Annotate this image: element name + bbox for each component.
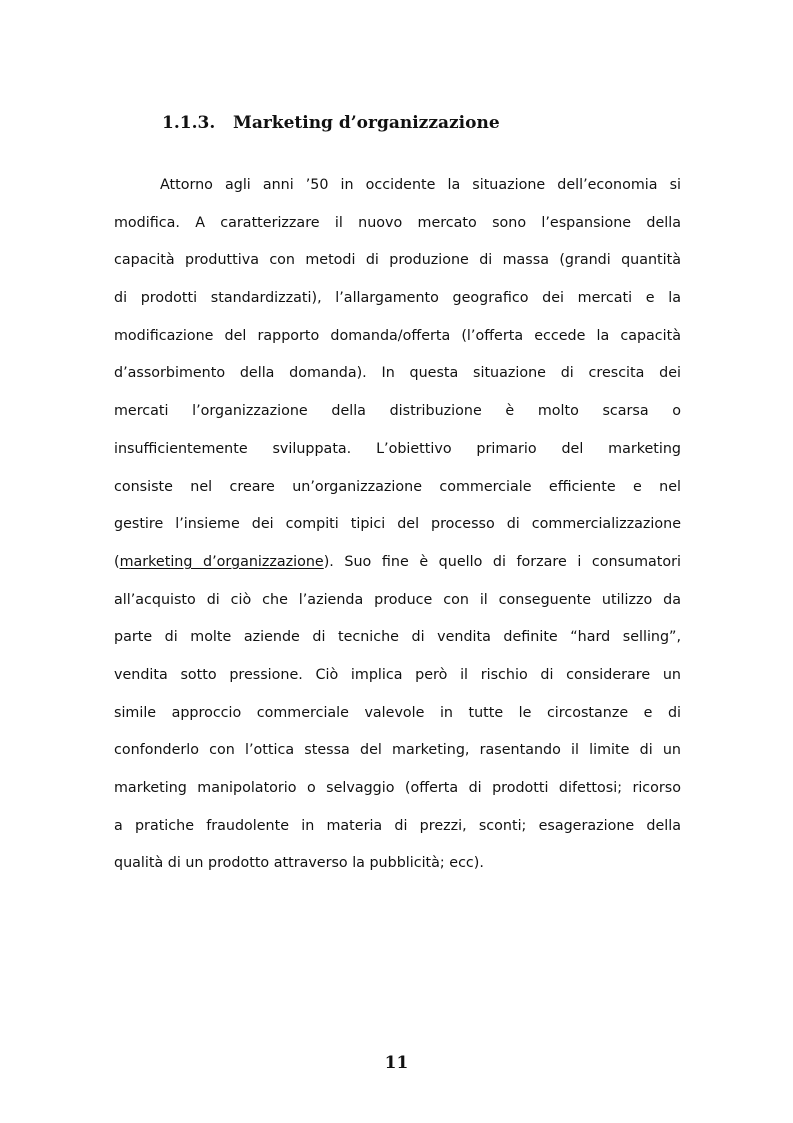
paragraph-line: qualità di un prodotto attraverso la pubblicità; ecc).: [114, 855, 484, 872]
paragraph-line: d’assorbimento della domanda). In questa situazione di crescita dei: [114, 365, 681, 382]
paragraph-line: marketing manipolatorio o selvaggio (offerta di prodotti difettosi; ricorso: [114, 780, 681, 796]
paragraph-line: insufficientemente sviluppata. L’obiettivo primario del marketing: [114, 440, 681, 457]
term-open-paren: (: [114, 553, 120, 570]
section-title: Marketing d’organizzazione: [233, 113, 500, 133]
paragraph-line: confonderlo con l’ottica stessa del marketing, rasentando il limite di un: [114, 742, 681, 759]
paragraph-line: consiste nel creare un’organizzazione commerciale efficiente e nel: [114, 478, 681, 495]
paragraph-line: mercati l’organizzazione della distribuzione è molto scarsa o: [114, 403, 681, 420]
section-number: 1.1.3.: [162, 113, 216, 133]
paragraph-line: a pratiche fraudolente in materia di prezzi, sconti; esagerazione della: [114, 817, 681, 834]
paragraph-line: capacità produttiva con metodi di produzione di massa (grandi quantità: [114, 252, 681, 269]
paragraph-line: di prodotti standardizzati), l’allargamento geografico dei mercati e la: [114, 290, 681, 307]
paragraph-line: vendita sotto pressione. Ciò implica però il rischio di considerare un: [114, 666, 681, 683]
underlined-term: marketing d’organizzazione: [119, 553, 324, 570]
paragraph-line: parte di molte aziende di tecniche di vendita definite “hard selling”,: [114, 629, 681, 646]
paragraph-line: all’acquisto di ciò che l’azienda produce con il conseguente utilizzo da: [114, 591, 681, 608]
paragraph-line: modifica. A caratterizzare il nuovo mercato sono l’espansione della: [114, 214, 681, 231]
paragraph-line-with-term: [114, 544, 681, 582]
body-paragraph: [114, 167, 681, 883]
section-heading: [162, 113, 500, 133]
term-line-rest: ). Suo fine è quello di forzare i consumatori: [323, 553, 681, 570]
page-number: 11: [384, 1053, 409, 1073]
paragraph-line: modificazione del rapporto domanda/offerta (l’offerta eccede la capacità: [114, 327, 681, 344]
paragraph-line: Attorno agli anni ’50 in occidente la situazione dell’economia si: [160, 177, 681, 193]
paragraph-line: gestire l’insieme dei compiti tipici del processo di commercializzazione: [114, 516, 681, 533]
paragraph-line: simile approccio commerciale valevole in tutte le circostanze e di: [114, 704, 681, 721]
